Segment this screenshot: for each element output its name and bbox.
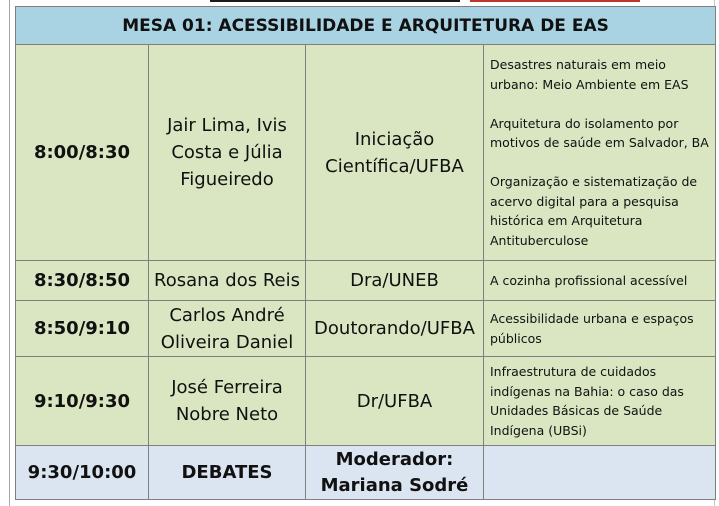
cropped-dark-text xyxy=(210,0,460,2)
topic-item: Organização e sistematização de acervo digital para a pesquisa histórica em Arquitetura Antituberculose xyxy=(490,174,698,248)
moderator-label: Moderador: xyxy=(335,448,454,470)
topics-cell xyxy=(484,45,716,261)
speakers-cell: Jair Lima, Ivis Costa e Júlia Figueiredo xyxy=(149,45,306,261)
institution-cell: Iniciação Científica/UFBA xyxy=(306,45,484,261)
institution-cell: Dr/UFBA xyxy=(306,357,484,446)
table-row xyxy=(16,301,716,357)
time-cell: 9:10/9:30 xyxy=(16,357,149,446)
table-row xyxy=(16,45,716,261)
debate-label: DEBATES xyxy=(149,446,306,500)
topics-cell xyxy=(484,357,716,446)
topics-cell xyxy=(484,301,716,357)
topic-item: A cozinha profissional acessível xyxy=(490,272,688,288)
debate-row xyxy=(16,446,716,500)
page-left-border xyxy=(9,0,10,506)
table-row xyxy=(16,357,716,446)
topic-item: Infraestrutura de cuidados indígenas na Bahia: o caso das Unidades Básicas de Saúde Indígena (UBSi) xyxy=(490,364,684,438)
speakers-cell: Rosana dos Reis xyxy=(149,261,306,301)
empty-cell xyxy=(484,446,716,500)
topic-item: Arquitetura do isolamento por motivos de saúde em Salvador, BA xyxy=(490,115,709,150)
speakers-cell: José Ferreira Nobre Neto xyxy=(149,357,306,446)
topic-item: Acessibilidade urbana e espaços públicos xyxy=(490,311,694,346)
topics-cell xyxy=(484,261,716,301)
speakers-cell: Carlos André Oliveira Daniel xyxy=(149,301,306,357)
schedule-table xyxy=(15,6,716,500)
time-cell: 9:30/10:00 xyxy=(16,446,149,500)
cropped-red-text xyxy=(470,0,640,2)
institution-cell: Doutorando/UFBA xyxy=(306,301,484,357)
time-cell: 8:30/8:50 xyxy=(16,261,149,301)
time-cell: 8:00/8:30 xyxy=(16,45,149,261)
time-cell: 8:50/9:10 xyxy=(16,301,149,357)
table-title-row xyxy=(16,7,716,45)
institution-cell: Dra/UNEB xyxy=(306,261,484,301)
moderator-cell xyxy=(306,446,484,500)
topic-item: Desastres naturais em meio urbano: Meio Ambiente em EAS xyxy=(490,57,689,92)
moderator-name: Mariana Sodré xyxy=(320,474,469,496)
table-title: MESA 01: ACESSIBILIDADE E ARQUITETURA DE EAS xyxy=(16,7,716,45)
table-row xyxy=(16,261,716,301)
